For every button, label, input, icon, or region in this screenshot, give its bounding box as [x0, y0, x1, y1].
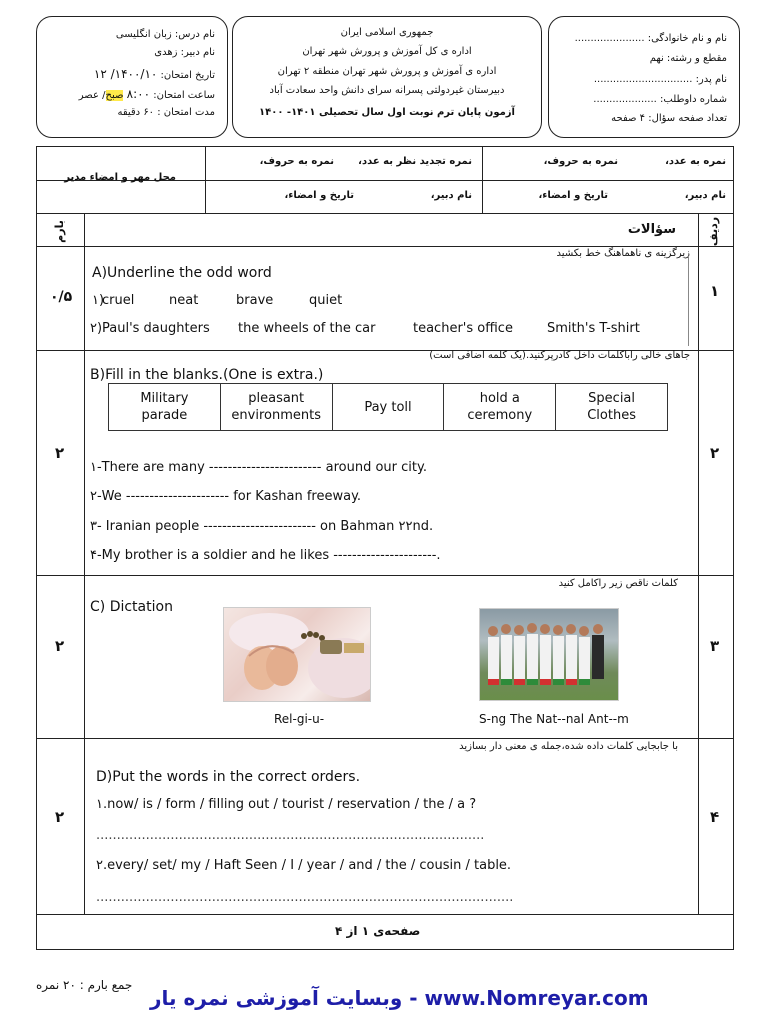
option-word[interactable]: brave [236, 293, 274, 308]
grading-bottom [36, 213, 734, 214]
row-number: ۳ [710, 637, 720, 655]
option-word[interactable]: the wheels of the car [238, 321, 376, 336]
option-number: ۲) [90, 321, 103, 336]
row-score: ۲ [55, 444, 65, 462]
district-office: اداره ی آموزش و پرورش شهر تهران منطقه ۲ تهران [277, 66, 497, 77]
question-title: D)Put the words in the correct orders. [96, 769, 361, 785]
row3-bottom [36, 738, 734, 739]
word-bank-item: Military parade [109, 384, 221, 431]
father-name-field[interactable]: نام پدر: ............................... [593, 74, 727, 85]
question-instruction: زیرگزینه ی ناهماهنگ خط بکشید [556, 248, 690, 259]
question-title: C) Dictation [90, 599, 173, 615]
option-word[interactable]: teacher's office [413, 321, 513, 336]
row-number: ۱ [710, 282, 720, 300]
fill-sentence[interactable]: ۴-My brother is a soldier and he likes ----------------------. [90, 548, 441, 563]
page-number: صفحه‌ی ۱ از ۴ [335, 924, 421, 938]
education-office: اداره ی کل آموزش و پرورش شهر تهران [302, 46, 472, 57]
grading-vline-2 [482, 146, 483, 213]
school-name: دبیرستان غیردولتی پسرانه سرای دانش واحد سعادت آباد [269, 85, 505, 96]
seat-number-field[interactable]: شماره داوطلب: .................... [593, 94, 727, 105]
dictation-caption[interactable]: S-ng The Nat--nal Ant--m [479, 712, 629, 726]
teacher-name-label: نام دبیر، [684, 190, 726, 201]
score-column-line [84, 213, 85, 914]
row-number: ۴ [710, 808, 720, 826]
student-name-field[interactable]: نام و نام خانوادگی: ...................... [574, 33, 727, 44]
scrambled-sentence: ۱.now/ is / form / filling out / tourist / reservation / the / a ? [96, 797, 477, 812]
word-bank-item: Pay toll [332, 384, 444, 431]
revised-letters-label: نمره به حروف، [259, 156, 334, 167]
fill-sentence[interactable]: ۲-We ---------------------- for Kashan freeway. [90, 489, 362, 504]
option-number: ۱) [92, 293, 105, 308]
exam-date: تاریخ امتحان: ۱۴۰۰/۱۰/ ۱۲ [93, 67, 215, 81]
praying-hands-image [223, 607, 371, 702]
row-score: ۲ [55, 808, 65, 826]
team-photo-icon [480, 609, 618, 700]
dictation-caption[interactable]: Rel-gi-u- [274, 712, 325, 726]
grading-vline-1 [205, 146, 206, 213]
word-bank-item: Special Clothes [556, 384, 668, 431]
student-info-box [548, 16, 740, 138]
option-word[interactable]: Paul's daughters [102, 321, 210, 336]
scrambled-sentence: ۲.every/ set/ my / Haft Seen / I / year / and / the / cousin / table. [96, 858, 512, 873]
row-score: ۲ [55, 637, 65, 655]
exam-info-box [36, 16, 228, 138]
answer-line[interactable]: .............................................................................................. [96, 828, 485, 843]
question-pages: تعداد صفحه سؤال: ۴ صفحه [611, 113, 727, 124]
total-score: جمع بارم : ۲۰ نمره [36, 978, 133, 992]
national-team-image [479, 608, 619, 701]
question-title: B)Fill in the blanks.(One is extra.) [90, 367, 324, 383]
school-info-box [232, 16, 542, 138]
row2-bottom [36, 575, 734, 576]
date-sign-label: تاریخ و امضاء، [538, 190, 608, 201]
questions-column-header: سؤالات [627, 222, 676, 237]
fill-sentence[interactable]: ۱-There are many ------------------------ around our city. [90, 460, 427, 475]
question-instruction: کلمات ناقص زیر راکامل کنید [558, 578, 678, 589]
row-column-line [698, 213, 699, 914]
question-instruction: جاهای خالی راباکلمات داخل کادرپرکنید.(یک کلمه اضافی است) [429, 350, 690, 361]
morning-highlight: صبح [105, 90, 124, 101]
exam-duration: مدت امتحان : ۶۰ دقیقه [117, 107, 215, 118]
student-grade: مقطع و رشته: نهم [649, 53, 727, 64]
score-letters-label: نمره به حروف، [543, 156, 618, 167]
word-bank-item: hold a ceremony [444, 384, 556, 431]
exam-title: آزمون پایان ترم نوبت اول سال تحصیلی ۱۴۰۱- ۱۴۰۰ [259, 107, 515, 118]
question-title: A)Underline the odd word [92, 265, 272, 281]
revised-numeric-label: نمره تجدید نظر به عدد، [358, 156, 472, 167]
option-word[interactable]: neat [169, 293, 199, 308]
teacher-name-label-2: نام دبیر، [430, 190, 472, 201]
word-bank [108, 383, 668, 431]
subject-name: نام درس: زبان انگلیسی [115, 29, 215, 40]
teacher-name: نام دبیر: زهدی [154, 47, 215, 58]
exam-time: ساعت امتحان: ۸:۰۰ صبح/ عصر [78, 87, 215, 101]
fill-sentence[interactable]: ۳- Iranian people ------------------------ on Bahman ۲۲nd. [90, 519, 434, 534]
question-instruction: با جابجایی کلمات داده شده،جمله ی معنی دار بسازید [459, 741, 678, 752]
column-header-bottom [36, 246, 734, 247]
option-word[interactable]: cruel [102, 293, 135, 308]
date-sign-label-2: تاریخ و امضاء، [284, 190, 354, 201]
row-column-header: ردیف [706, 216, 720, 247]
row-score: ۰/۵ [50, 289, 73, 305]
country-title: جمهوری اسلامی ایران [340, 27, 434, 38]
score-column-header: بارم [53, 220, 67, 243]
answer-margin-line [688, 256, 689, 346]
row-number: ۲ [710, 444, 720, 462]
row4-bottom [36, 914, 734, 915]
principal-seal-label: محل مهر و امضاء مدیر [64, 172, 176, 183]
word-bank-item: pleasant environments [220, 384, 332, 431]
website-link[interactable]: وبسایت آموزشی نمره یار - www.Nomreyar.com [150, 986, 649, 1010]
option-word[interactable]: quiet [309, 293, 343, 308]
score-numeric-label: نمره به عدد، [665, 156, 726, 167]
answer-line[interactable]: ..................................................................................................... [96, 890, 514, 905]
option-word[interactable]: Smith's T-shirt [547, 321, 640, 336]
praying-hands-icon [224, 608, 370, 701]
